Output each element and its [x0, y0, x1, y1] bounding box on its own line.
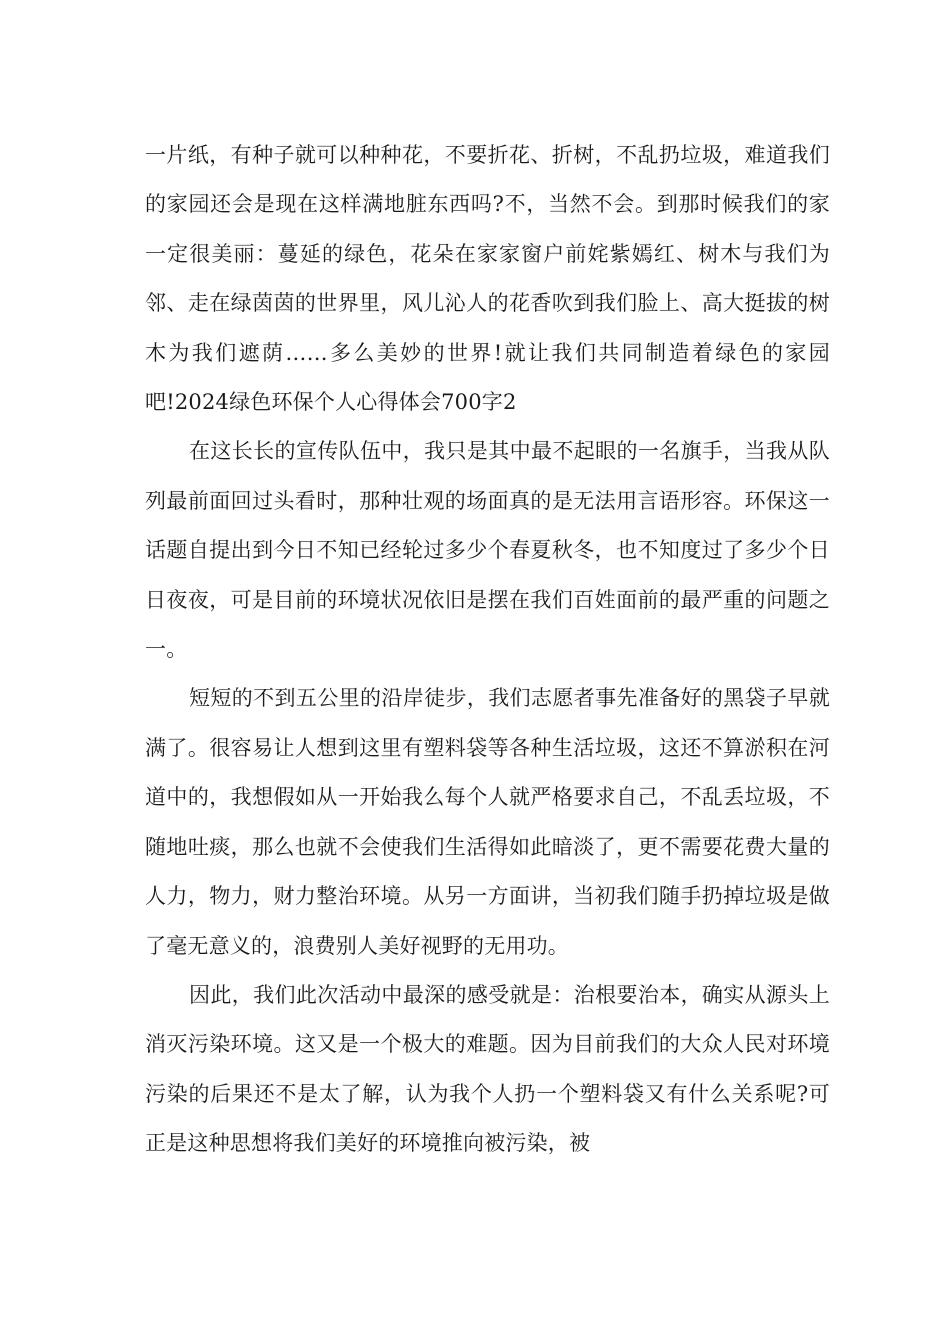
document-body — [145, 131, 830, 1169]
paragraph-4: 因此，我们此次活动中最深的感受就是：治根要治本，确实从源头上消灭污染环境。这又是一个极大的难题。因为目前我们的大众人民对环境污染的后果还不是太了解，认为我个人扔一个塑料袋又有什么关系呢?可正是这种思想将我们美好的环境推向被污染，被 — [145, 982, 830, 1156]
paragraph-2: 在这长长的宣传队伍中，我只是其中最不起眼的一名旗手，当我从队列最前面回过头看时，那种壮观的场面真的是无法用言语形容。环保这一话题自提出到今日不知已经轮过多少个春夏秋冬，也不知度过了多少个日日夜夜，可是目前的环境状况依旧是摆在我们百姓面前的最严重的问题之一。 — [145, 439, 830, 662]
paragraph-3: 短短的不到五公里的沿岸徒步，我们志愿者事先准备好的黑袋子早就满了。很容易让人想到这里有塑料袋等各种生活垃圾，这还不算淤积在河道中的，我想假如从一开始我么每个人就严格要求自己，不乱丢垃圾，不随地吐痰，那么也就不会使我们生活得如此暗淡了，更不需要花费大量的人力，物力，财力整治环境。从另一方面讲，当初我们随手扔掉垃圾是做了毫无意义的，浪费别人美好视野的无用功。 — [145, 686, 830, 958]
paragraph-1: 一片纸，有种子就可以种种花，不要折花、折树，不乱扔垃圾，难道我们的家园还会是现在这样满地脏东西吗?不，当然不会。到那时候我们的家一定很美丽：蔓延的绿色，花朵在家家窗户前姹紫嫣红、树木与我们为邻、走在绿茵茵的世界里，风儿沁人的花香吹到我们脸上、高大挺拔的树木为我们遮荫……多么美妙的世界!就让我们共同制造着绿色的家园吧!2024绿色环保个人心得体会700字2 — [145, 143, 830, 415]
